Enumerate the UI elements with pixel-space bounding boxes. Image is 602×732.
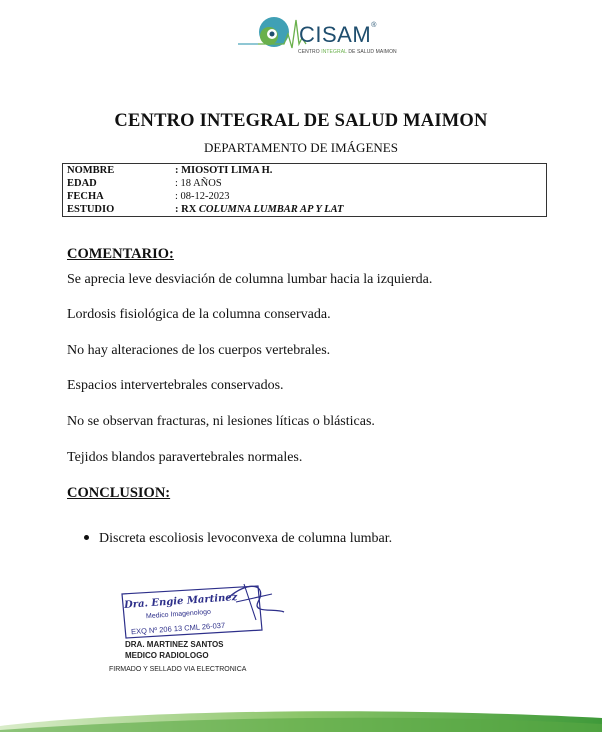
comment-line: No hay alteraciones de los cuerpos vertebrales. [67, 343, 331, 358]
study-prefix: : RX [175, 204, 199, 215]
stamp-role: Medico Imagenologo [145, 608, 212, 621]
study-value: COLUMNA LUMBAR AP Y LAT [198, 204, 344, 215]
comment-line: Se aprecia leve desviación de columna lumbar hacia la izquierda. [67, 272, 433, 287]
comment-heading: COMENTARIO: [67, 246, 174, 262]
stamp-registration: EXQ Nº 206 13 CML 26-037 [130, 620, 226, 637]
age-value: : 18 AÑOS [175, 178, 222, 189]
comment-line: Espacios intervertebrales conservados. [67, 378, 284, 393]
signature-note: FIRMADO Y SELLADO VIA ELECTRONICA [109, 666, 247, 673]
comment-line: No se observan fracturas, ni lesiones líticas o blásticas. [67, 414, 375, 429]
conclusion-heading: CONCLUSION: [67, 485, 171, 501]
logo-brand: CISAM® [299, 22, 377, 47]
department-name: DEPARTAMENTO DE IMÁGENES [204, 140, 398, 155]
patient-name-row [67, 165, 272, 176]
bullet-icon [84, 535, 89, 540]
age-label: EDAD [67, 178, 97, 189]
patient-info-box [62, 163, 547, 217]
name-label: NOMBRE [67, 165, 115, 176]
patient-study-row [67, 204, 343, 215]
date-value: : 08-12-2023 [175, 191, 230, 202]
patient-age-row [67, 178, 222, 189]
stamp-name: Dra. Engie Martinez [123, 592, 238, 611]
document-title: CENTRO INTEGRAL DE SALUD MAIMON [114, 111, 488, 131]
footer-wave [0, 706, 602, 732]
patient-date-row [67, 191, 230, 202]
doctor-name: DRA. MARTINEZ SANTOS [125, 640, 224, 649]
comment-line: Lordosis fisiológica de la columna conservada. [67, 307, 331, 322]
study-label: ESTUDIO [67, 204, 115, 215]
logo-subtitle: CENTRO INTEGRAL DE SALUD MAIMON [298, 49, 397, 55]
name-value: : MIOSOTI LIMA H. [175, 165, 273, 176]
conclusion-item: Discreta escoliosis levoconvexa de columna lumbar. [84, 531, 392, 547]
date-label: FECHA [67, 191, 104, 202]
comment-line: Tejidos blandos paravertebrales normales. [67, 450, 303, 465]
doctor-title: MEDICO RADIOLOGO [125, 651, 209, 660]
